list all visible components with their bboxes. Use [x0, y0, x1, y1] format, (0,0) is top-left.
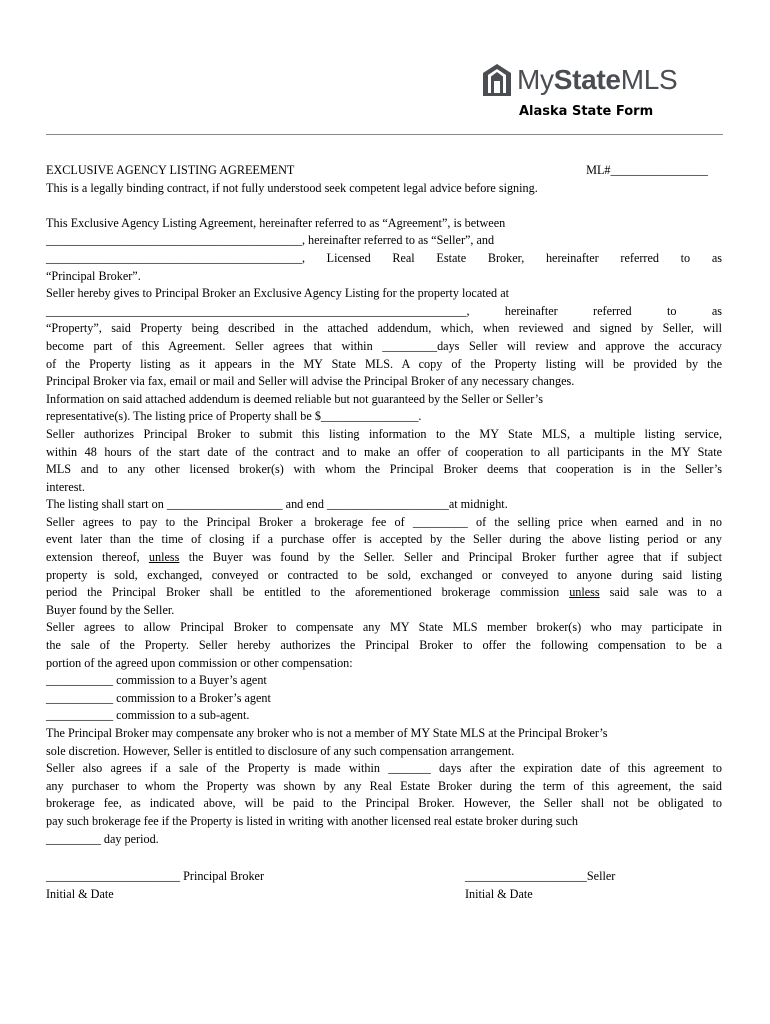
- agreement-line: interest.: [46, 479, 85, 494]
- agreement-line: event later than the time of closing if a purchase offer is accepted by the Seller during the above listing period or any: [46, 532, 722, 547]
- agreement-line: __________________________________________, Licensed Real Estate Broker, hereinafter referred to as: [46, 250, 722, 265]
- ml-number-field: ML#________________: [586, 163, 708, 177]
- agreement-line: portion of the agreed upon commission or other compensation:: [46, 655, 353, 670]
- agreement-line: pay such brokerage fee if the Property is listed in writing with another licensed real estate broker during such: [46, 813, 579, 828]
- broker-signature-line: ______________________ Principal Broker: [46, 869, 265, 883]
- underlined-unless: unless: [569, 585, 600, 600]
- listing-dates-line: The listing shall start on ___________________ and end ____________________at midnight.: [46, 497, 508, 512]
- agreement-line: become part of this Agreement. Seller agrees that within _________days Seller will review and approve the accuracy: [46, 338, 722, 353]
- legal-disclaimer: This is a legally binding contract, if not fully understood seek competent legal advice before signing.: [46, 180, 538, 195]
- agreement-line: extension thereof, unless the Buyer was found by the Seller. Seller and Principal Broker further agree that if subject: [46, 550, 723, 565]
- agreement-line: The Principal Broker may compensate any broker who is not a member of MY State MLS at the Principal Broker’s: [46, 726, 608, 740]
- agreement-line: This Exclusive Agency Listing Agreement, hereinafter referred to as “Agreement”, is between: [46, 215, 506, 230]
- seller-signature-line: ____________________Seller: [465, 869, 616, 883]
- seller-initial-date: Initial & Date: [465, 886, 533, 901]
- agreement-line: within 48 hours of the start date of the contract and to make an offer of cooperation to all participants in the MY State: [46, 444, 722, 459]
- principal-broker-signature: [46, 868, 264, 903]
- agreement-line: “Principal Broker”.: [46, 268, 141, 283]
- seller-signature: [465, 868, 615, 903]
- agreement-line: representative(s). The listing price of Property shall be $________________.: [46, 409, 422, 424]
- commission-line: ___________ commission to a Buyer’s agent: [46, 673, 267, 688]
- agreement-line: period the Principal Broker shall be entitled to the aforementioned brokerage commission unless said sale was to a: [46, 585, 722, 600]
- paragraph-spacer: [46, 197, 722, 215]
- commission-line: ___________ commission to a Broker’s agent: [46, 690, 271, 705]
- agreement-line: Seller agrees to allow Principal Broker to compensate any MY State MLS member broker(s) who may participate in: [46, 620, 722, 635]
- agreement-line: _____________________________________________________________________, hereinafter referred to as: [46, 303, 722, 318]
- logo-wordmark: MyStateMLS: [517, 64, 678, 95]
- underlined-unless: unless: [148, 550, 180, 565]
- agreement-line: _________ day period.: [46, 831, 159, 846]
- agreement-line: the sale of the Property. Seller hereby authorizes the Principal Broker to offer the following compensation to be a: [46, 638, 722, 653]
- agreement-line: Seller hereby gives to Principal Broker an Exclusive Agency Listing for the property located at: [46, 286, 509, 301]
- agreement-body: [46, 162, 722, 848]
- house-logo-icon: [482, 63, 512, 97]
- agreement-line: __________________________________________, hereinafter referred to as “Seller”, and: [46, 233, 495, 248]
- agreement-line: brokerage fee, as indicated above, will be paid to the Principal Broker. However, the Seller shall not be obligated to: [46, 796, 722, 811]
- agreement-line: Seller agrees to pay to the Principal Broker a brokerage fee of _________ of the selling price when earned and in no: [46, 514, 722, 529]
- agreement-line: Information on said attached addendum is deemed reliable but not guaranteed by the Seller or Seller’s: [46, 391, 543, 406]
- agreement-line: of the Property listing as it appears in the MY State MLS. A copy of the Property listing will be provided by the: [46, 356, 722, 371]
- header-divider: [46, 134, 723, 135]
- agreement-line: Principal Broker via fax, email or mail and Seller will advise the Principal Broker of any necessary changes.: [46, 374, 575, 389]
- agreement-heading: [46, 162, 722, 180]
- mystatemls-logo: [482, 62, 677, 98]
- agreement-title: EXCLUSIVE AGENCY LISTING AGREEMENT: [46, 163, 295, 177]
- agreement-line: Seller also agrees if a sale of the Property is made within _______ days after the expiration date of this agreement to: [46, 761, 722, 776]
- agreement-line: Buyer found by the Seller.: [46, 602, 175, 617]
- state-form-label: Alaska State Form: [519, 104, 654, 119]
- agreement-line: Seller authorizes Principal Broker to submit this listing information to the MY State MLS, a multiple listing service,: [46, 426, 722, 441]
- agreement-line: property is sold, exchanged, conveyed or contracted to be sold, exchanged or conveyed to anyone during said listing: [46, 567, 722, 582]
- agreement-line: MLS and to any other licensed broker(s) with whom the Principal Broker deems that cooperation is in the Seller’s: [46, 462, 722, 477]
- broker-initial-date: Initial & Date: [46, 886, 114, 901]
- agreement-line: sole discretion. However, Seller is entitled to disclosure of any such compensation arrangement.: [46, 743, 515, 758]
- agreement-line: “Property”, said Property being described in the attached addendum, which, when reviewed and signed by Seller, will: [46, 321, 722, 336]
- commission-line: ___________ commission to a sub-agent.: [46, 708, 250, 723]
- agreement-line: any purchaser to whom the Property was shown by any Real Estate Broker during the term of this agreement, the said: [46, 778, 722, 793]
